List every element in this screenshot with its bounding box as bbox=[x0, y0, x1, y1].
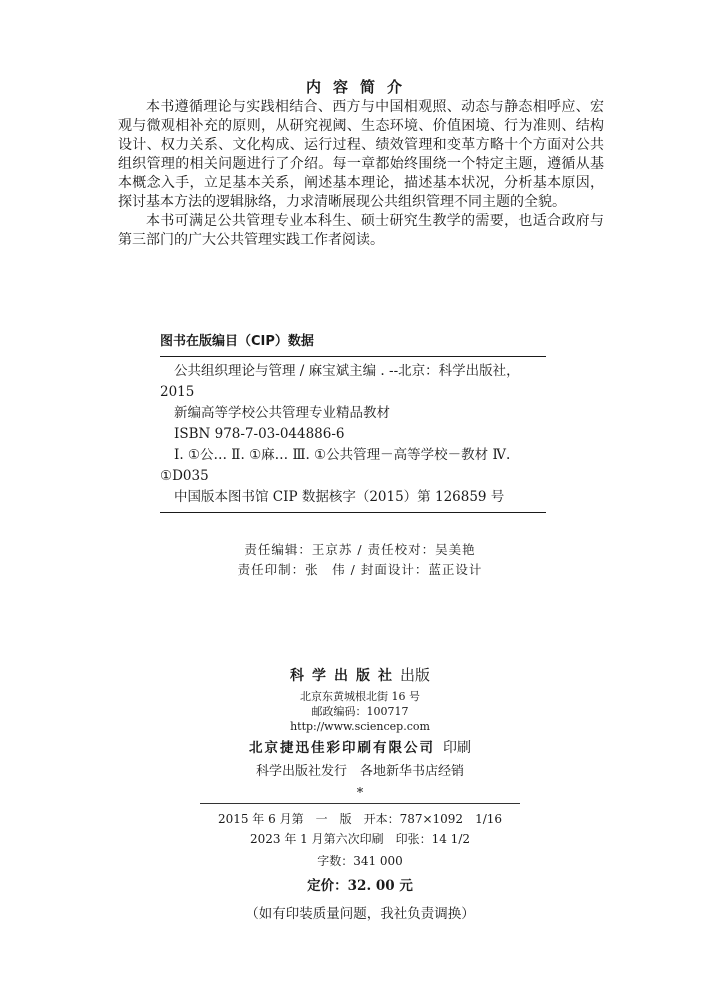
spec-line-edition: 2015 年 6 月第 一 版 开本：787×1092 1/16 bbox=[217, 812, 503, 826]
publisher-line bbox=[0, 664, 720, 685]
cip-block bbox=[160, 332, 546, 513]
publisher-suffix: 出版 bbox=[399, 666, 430, 684]
editors-block bbox=[0, 540, 720, 580]
publisher-website: http://www.sciencep.com bbox=[290, 720, 430, 733]
cip-line-year: 2015 bbox=[160, 384, 195, 400]
separator-asterisk: * bbox=[356, 786, 364, 801]
publisher-name: 科学出版社 bbox=[289, 668, 400, 684]
quality-notice: （如有印装质量问题，我社负责调换） bbox=[245, 906, 475, 922]
price-line: 定价：32. 00 元 bbox=[307, 878, 413, 894]
spec-line-printing: 2023 年 1 月第六次印刷 印张：14 1/2 bbox=[249, 832, 470, 846]
cip-line-record-number: 中国版本图书馆 CIP 数据核字（2015）第 126859 号 bbox=[174, 489, 505, 505]
cip-line-series: 新编高等学校公共管理专业精品教材 bbox=[174, 405, 390, 421]
editors-line-1: 责任编辑：王京苏 / 责任校对：吴美艳 bbox=[244, 542, 476, 557]
editors-line-2: 责任印制：张 伟 / 封面设计：蓝正设计 bbox=[237, 562, 483, 577]
separator-rule bbox=[200, 803, 520, 804]
publisher-address: 北京东黄城根北街 16 号 bbox=[300, 690, 420, 703]
summary-paragraph-1: 本书遵循理论与实践相结合、西方与中国相观照、动态与静态相呼应、宏观与微观相补充的原则，从研究视阈、生态环境、价值困境、行为准则、结构设计、权力关系、文化构成、运行过程、绩效管理和变革方略十个方面对公共组织管理的相关问题进行了介绍。每一章都始终围绕一个特定主题，遵循从基本概念入手，立足基本关系，阐述基本理论，描述基本状况，分析基本原因，探讨基本方法的逻辑脉络，力求清晰展现公共组织管理不同主题的全貌。 bbox=[118, 99, 604, 210]
summary-paragraph-2: 本书可满足公共管理专业本科生、硕士研究生教学的需要，也适合政府与第三部门的广大公共管理实践工作者阅读。 bbox=[118, 213, 604, 248]
printer-suffix: 印刷 bbox=[443, 740, 471, 756]
cip-body bbox=[160, 357, 546, 513]
publisher-postcode: 邮政编码：100717 bbox=[311, 705, 409, 718]
printer-line bbox=[0, 736, 720, 757]
printer-name: 北京捷迅佳彩印刷有限公司 bbox=[249, 740, 435, 756]
summary-body bbox=[118, 98, 604, 250]
cip-line-classification: ①D035 bbox=[160, 468, 209, 484]
cip-line-isbn: ISBN 978-7-03-044886-6 bbox=[174, 426, 345, 442]
summary-title: 内容简介 bbox=[305, 78, 414, 96]
cip-line-title: 公共组织理论与管理 / 麻宝斌主编 . --北京：科学出版社， bbox=[174, 363, 520, 379]
cip-heading: 图书在版编目（CIP）数据 bbox=[160, 332, 546, 357]
cip-line-subjects: Ⅰ. ①公… Ⅱ. ①麻… Ⅲ. ①公共管理－高等学校－教材 Ⅳ. bbox=[174, 447, 511, 463]
spec-line-wordcount: 字数：341 000 bbox=[317, 854, 403, 868]
distribution-line: 科学出版社发行 各地新华书店经销 bbox=[255, 764, 464, 779]
